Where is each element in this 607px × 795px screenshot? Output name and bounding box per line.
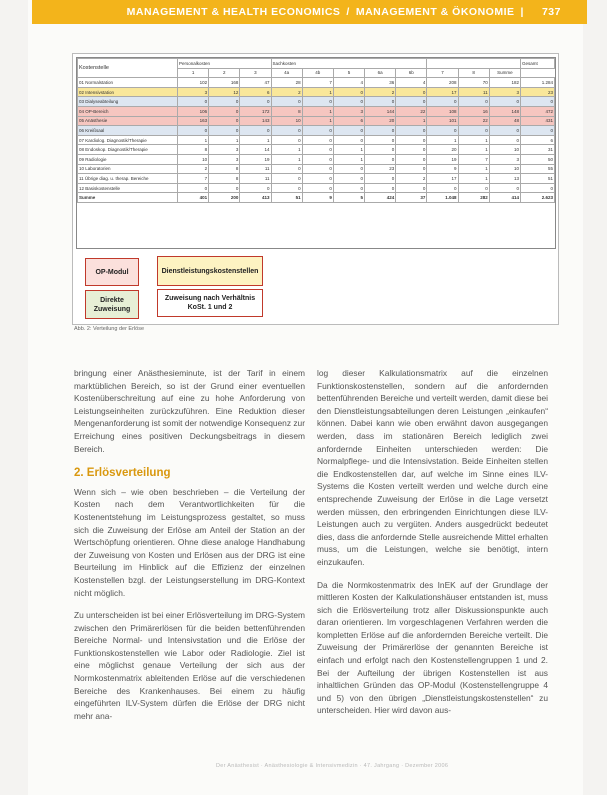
table-cell: 143 [240, 116, 271, 126]
table-cell: 55 [521, 164, 555, 174]
column-number-4: 4b [302, 68, 333, 78]
table-cell: 3 [178, 87, 209, 97]
table-cell: 1.284 [521, 78, 555, 88]
table-cell: 182 [489, 78, 520, 88]
table-cell: 0 [365, 174, 396, 184]
table-cell: 2 [178, 164, 209, 174]
table-cell: 10 [271, 116, 302, 126]
table-cell: 0 [521, 97, 555, 107]
table-cell: 14 [240, 145, 271, 155]
table-cell: 51 [521, 174, 555, 184]
table-cell: 1 [458, 145, 489, 155]
table-cell: 102 [178, 78, 209, 88]
total-header: Gesamt [521, 59, 555, 69]
column-number-8: 7 [427, 68, 458, 78]
table-cell: 0 [271, 126, 302, 136]
table-row [78, 126, 555, 136]
column-number-10: Summe [489, 68, 520, 78]
table-cell: 50 [521, 154, 555, 164]
table-cell: 0 [396, 145, 427, 155]
table-cell: 0 [302, 135, 333, 145]
table-cell: 19 [240, 154, 271, 164]
table-cell: 11 [458, 87, 489, 97]
table-cell: 0 [365, 126, 396, 136]
table-cell: 6 [333, 116, 364, 126]
table-cell: 0 [365, 135, 396, 145]
table-cell: 2 [396, 174, 427, 184]
table-cell: 0 [396, 154, 427, 164]
table-cell: 7 [458, 154, 489, 164]
table-cell: 0 [489, 183, 520, 193]
table-cell: 0 [521, 183, 555, 193]
legend-ratio-label: Zuweisung nach Verhältnis KoSt. 1 und 2 [164, 295, 256, 311]
legend-direct-assignment [85, 290, 139, 319]
table-cell: 1 [427, 135, 458, 145]
table-cell: 3 [209, 145, 240, 155]
table-cell: 148 [489, 106, 520, 116]
column-number-0: 1 [178, 68, 209, 78]
row-label: 02 Intensivstation [78, 87, 178, 97]
table-cell: 0 [178, 183, 209, 193]
table-cell: 0 [489, 126, 520, 136]
text-column-right [317, 367, 548, 727]
table-cell: 8 [209, 164, 240, 174]
table-cell: 0 [427, 126, 458, 136]
table-cell: 0 [302, 97, 333, 107]
table-cell: 0 [209, 116, 240, 126]
table-cell: 1 [209, 135, 240, 145]
table-cell: 0 [302, 183, 333, 193]
table-cell: 48 [489, 116, 520, 126]
row-label: 06 Kreißsaal [78, 126, 178, 136]
table-cell: 106 [178, 106, 209, 116]
table-cell: 1 [333, 145, 364, 155]
table-cell: 1 [178, 135, 209, 145]
sum-row [78, 193, 555, 203]
table-cell: 19 [427, 154, 458, 164]
table-cell: 23 [521, 87, 555, 97]
row-label: 11 Übrige diag. u. therap. Bereiche [78, 174, 178, 184]
table-row [78, 164, 555, 174]
figure-caption: Abb. 2: Verteilung der Erlöse [74, 326, 145, 332]
table-row [78, 145, 555, 155]
table-cell: 22 [396, 106, 427, 116]
table-cell: 108 [427, 106, 458, 116]
sum-cell: 282 [458, 193, 489, 203]
table-cell: 1 [302, 116, 333, 126]
sum-cell: 51 [271, 193, 302, 203]
table-cell: 0 [302, 164, 333, 174]
table-cell: 1 [396, 116, 427, 126]
table-cell: 9 [427, 164, 458, 174]
table-cell: 31 [521, 145, 555, 155]
table-cell: 0 [489, 97, 520, 107]
column-number-7: 6b [396, 68, 427, 78]
sum-cell: 2.623 [521, 193, 555, 203]
table-cell: 0 [333, 164, 364, 174]
table-cell: 0 [302, 154, 333, 164]
table-cell: 0 [240, 97, 271, 107]
table-cell: 70 [458, 78, 489, 88]
sum-label: Summe [78, 193, 178, 203]
row-label: 04 OP-Bereich [78, 106, 178, 116]
table-cell: 0 [427, 97, 458, 107]
row-label: 05 Anästhesie [78, 116, 178, 126]
material-costs-header: Sachkosten [271, 59, 427, 69]
table-cell: 20 [427, 145, 458, 155]
table-cell: 47 [240, 78, 271, 88]
legend-service-centers [157, 256, 263, 286]
table-cell: 8 [209, 174, 240, 184]
cost-matrix [77, 58, 555, 203]
table-cell: 0 [396, 87, 427, 97]
legend-direct-label: Direkte Zuweisung [93, 296, 131, 313]
paragraph: Zu unterscheiden ist bei einer Erlösverteilung im DRG-System zwischen den Primärerlösen für die beiden bettenführenden Bereiche Normal- und Intensivstation und die Erlöse der Funktionskostenstellen wie Labor oder Radiologie. Ziel ist eine möglichst genaue Verteilung der sich aus der Normkostenmatrix ableitenden Erlöse auf die verschiedenen Bereiche des Krankenhauses. Bei einem zu häufig eingeführten ILV-System dürfen die Erlöse der DRG nicht mehr ana- [74, 610, 305, 721]
column-number-5: 5 [333, 68, 364, 78]
table-cell: 0 [271, 174, 302, 184]
column-number-9: 8 [458, 68, 489, 78]
table-cell: 10 [489, 164, 520, 174]
row-label: 08 Endoskop. Diagnostik/Therapie [78, 145, 178, 155]
table-cell: 6 [521, 135, 555, 145]
table-cell: 144 [365, 106, 396, 116]
revenue-distribution-table [76, 57, 556, 249]
table-cell: 1 [302, 87, 333, 97]
table-cell: 2 [365, 87, 396, 97]
table-cell: 3 [209, 154, 240, 164]
header-separator: / [346, 6, 350, 18]
table-cell: 1 [271, 154, 302, 164]
table-cell: 0 [302, 145, 333, 155]
table-cell: 0 [178, 126, 209, 136]
table-cell: 1 [458, 174, 489, 184]
table-cell: 0 [396, 97, 427, 107]
table-cell: 16 [458, 106, 489, 116]
table-row [78, 116, 555, 126]
table-cell: 8 [178, 145, 209, 155]
row-label: 07 Kardiolog. Diagnostik/Therapie [78, 135, 178, 145]
table-cell: 0 [489, 135, 520, 145]
table-cell: 101 [427, 116, 458, 126]
sum-cell: 401 [178, 193, 209, 203]
table-cell: 0 [333, 183, 364, 193]
text-column-left [74, 367, 305, 732]
table-cell: 168 [209, 78, 240, 88]
table-cell: 1 [333, 154, 364, 164]
page-number: 737 [541, 6, 561, 18]
sum-cell: 413 [240, 193, 271, 203]
table-cell: 0 [365, 154, 396, 164]
table-cell: 22 [458, 116, 489, 126]
table-cell: 431 [521, 116, 555, 126]
column-number-6: 6a [365, 68, 396, 78]
table-cell: 2 [271, 87, 302, 97]
table-row [78, 183, 555, 193]
table-row [78, 174, 555, 184]
table-cell: 0 [458, 126, 489, 136]
table-cell: 0 [396, 135, 427, 145]
table-cell: 36 [365, 78, 396, 88]
row-label: 10 Laboratorien [78, 164, 178, 174]
table-cell: 10 [489, 145, 520, 155]
table-cell: 12 [209, 87, 240, 97]
cost-center-header: Kostenstelle [78, 59, 178, 78]
table-cell: 0 [271, 135, 302, 145]
table-cell: 13 [489, 174, 520, 184]
sum-cell: 9 [302, 193, 333, 203]
table-cell: 0 [333, 135, 364, 145]
table-cell: 1 [458, 135, 489, 145]
table-cell: 23 [365, 164, 396, 174]
paragraph: bringung einer Anästhesieminute, ist der Tarif in einem marktüblichen Bereich, so ist der Grund einer eventuellen Kostenüberschreitung auf eine zu hohe Anforderung von Leistungseinheiten zurückzuführen. Eine Reduktion dieser Mengenanforderung ist somit der notwendige Konsequenz zur Erreichung eines positiven Deckungsbeitrags in diesem Bereich. [74, 368, 305, 454]
table-cell: 0 [365, 183, 396, 193]
table-cell: 0 [302, 126, 333, 136]
paragraph: Wenn sich – wie oben beschrieben – die Verteilung der Kosten nach dem Verantwortlichkeiten für die Kostenentstehung im Leistungsprozess gestaltet, so muss sich die Zuweisung der Erlöse am Anteil der Station an der Wertschöpfung orientieren. Ohne diese analoge Handhabung der Zuweisung von Kosten und Erlösen aus der DRG ist eine Beurteilung im Hinblick auf die Effizienz der einzelnen Kostenstellen bzgl. der Leistungserstellung im DRG-Kontext nicht möglich. [74, 486, 305, 598]
table-cell: 17 [427, 174, 458, 184]
table-cell: 0 [427, 183, 458, 193]
sum-cell: 5 [333, 193, 364, 203]
table-cell: 0 [396, 164, 427, 174]
table-cell: 0 [209, 183, 240, 193]
table-cell: 0 [458, 97, 489, 107]
table-row [78, 154, 555, 164]
table-cell: 0 [365, 97, 396, 107]
table-cell: 0 [396, 183, 427, 193]
legend-ratio-assignment [157, 289, 263, 317]
personnel-costs-header: Personalkosten [178, 59, 272, 69]
legend-service-centers-label: Dienstleistungskostenstellen [161, 267, 259, 275]
group-header-row [78, 59, 555, 69]
header-separator-2: | [520, 6, 524, 18]
table-cell: 0 [209, 97, 240, 107]
column-number-2: 3 [240, 68, 271, 78]
table-cell: 3 [489, 154, 520, 164]
legend-op-module-label: OP-Modul [95, 268, 129, 276]
sum-cell: 1.048 [427, 193, 458, 203]
table-cell: 0 [396, 126, 427, 136]
table-cell: 7 [302, 78, 333, 88]
table-cell: 3 [489, 87, 520, 97]
table-cell: 0 [458, 183, 489, 193]
header-section-english: MANAGEMENT & HEALTH ECONOMICS [126, 6, 341, 18]
table-row [78, 135, 555, 145]
page-footer: Der Anästhesist · Anästhesiologie & Intensivmedizin · 47. Jahrgang · Dezember 2006 [216, 763, 449, 769]
table-row [78, 106, 555, 116]
table-row [78, 78, 555, 88]
table-cell: 0 [271, 164, 302, 174]
table-cell: 10 [178, 154, 209, 164]
sum-cell: 200 [209, 193, 240, 203]
table-cell: 0 [302, 174, 333, 184]
table-cell: 0 [209, 126, 240, 136]
table-cell: 0 [333, 87, 364, 97]
table-row [78, 87, 555, 97]
table-cell: 0 [240, 126, 271, 136]
table-cell: 11 [240, 164, 271, 174]
table-cell: 0 [178, 97, 209, 107]
table-cell: 17 [427, 87, 458, 97]
table-cell: 1 [271, 145, 302, 155]
paragraph: log dieser Kalkulationsmatrix auf die einzelnen Funktionskostenstellen, sondern auf die anfordernden bettenführenden Bereiche und verteilt werden, damit diese bei den Dienstleistungsabteilungen deren Leistungen „einkaufen“ können. Dabei kann wie oben erwähnt davon ausgegangen werden, dass im stationären Bereich lediglich zwei anfordernde Einheiten unterschieden werden: Die Normalpflege- und die Intensivstation. Beide Einheiten stellen die Endkostenstellen dar, auf welche im Sinne eines ILV-Systems die Kosten verteilt werden und welche durch eine entsprechende Zuweisung der Erlöse in die Lage versetzt werden müssen, den erbringenden Einrichtungen diese ILV-Leistungen auch zu vergüten. Anders ausgedrückt bedeutet dies, dass die anfordernde Stelle ausreichende Mittel erhalten muss, um die Leistungen, welche sie benötigt, intern einzukaufen. [317, 368, 548, 567]
table-cell: 1 [240, 135, 271, 145]
other-costs-header [427, 59, 521, 69]
table-cell: 11 [240, 174, 271, 184]
table-cell: 0 [240, 183, 271, 193]
table-cell: 0 [333, 126, 364, 136]
table-cell: 1 [458, 164, 489, 174]
table-cell: 0 [271, 183, 302, 193]
table-cell: 7 [178, 174, 209, 184]
sum-cell: 424 [365, 193, 396, 203]
table-cell: 0 [209, 106, 240, 116]
table-cell: 8 [271, 106, 302, 116]
table-cell: 0 [271, 97, 302, 107]
matrix-body [78, 78, 555, 203]
table-cell: 208 [427, 78, 458, 88]
table-cell: 20 [365, 116, 396, 126]
header-section-german: MANAGEMENT & ÖKONOMIE [355, 6, 515, 18]
paragraph: Da die Normkostenmatrix des InEK auf der Grundlage der mittleren Kosten der Kalkulationshäuser entstanden ist, muss sich die Erlösverteilung trotz aller Diskussionspunkte auch daran orientieren. Im vorgeschlagenen Verfahren werden die kompletten Erlöse auf die anfordernden Bereiche verteilt. Die Zuweisung der Primärerlöse der genannten Bereiche ist einfach und erfolgt nach den Kostenstellengruppen 1 und 2. Bei der Aufteilung der übrigen Kostenstellen ist aus inhaltlichen Gründen das OP-Modul (Kostenstellengruppe 4 und 5) von den übrigen „Dienstleistungskostenstellen“ zu unterscheiden. Hier wird davon aus- [317, 579, 548, 716]
table-row [78, 97, 555, 107]
row-label: 12 Basiskostenstelle [78, 183, 178, 193]
section-heading: 2. Erlösverteilung [74, 467, 171, 480]
legend-op-module [85, 258, 139, 286]
table-cell: 28 [271, 78, 302, 88]
table-cell: 4 [396, 78, 427, 88]
row-label: 03 Dialyseabteilung [78, 97, 178, 107]
table-cell: 0 [521, 126, 555, 136]
table-cell: 1 [302, 106, 333, 116]
running-header [32, 0, 587, 24]
table-cell: 3 [333, 106, 364, 116]
table-cell: 472 [521, 106, 555, 116]
row-label: 09 Radiologie [78, 154, 178, 164]
column-number-3: 4a [271, 68, 302, 78]
table-cell: 4 [333, 78, 364, 88]
sum-cell: 37 [396, 193, 427, 203]
table-cell: 0 [365, 145, 396, 155]
table-cell: 0 [333, 97, 364, 107]
table-cell: 6 [240, 87, 271, 97]
table-cell: 163 [178, 116, 209, 126]
sum-cell: 414 [489, 193, 520, 203]
column-number-1: 2 [209, 68, 240, 78]
row-label: 01 Normalstation [78, 78, 178, 88]
table-cell: 172 [240, 106, 271, 116]
table-cell: 0 [333, 174, 364, 184]
